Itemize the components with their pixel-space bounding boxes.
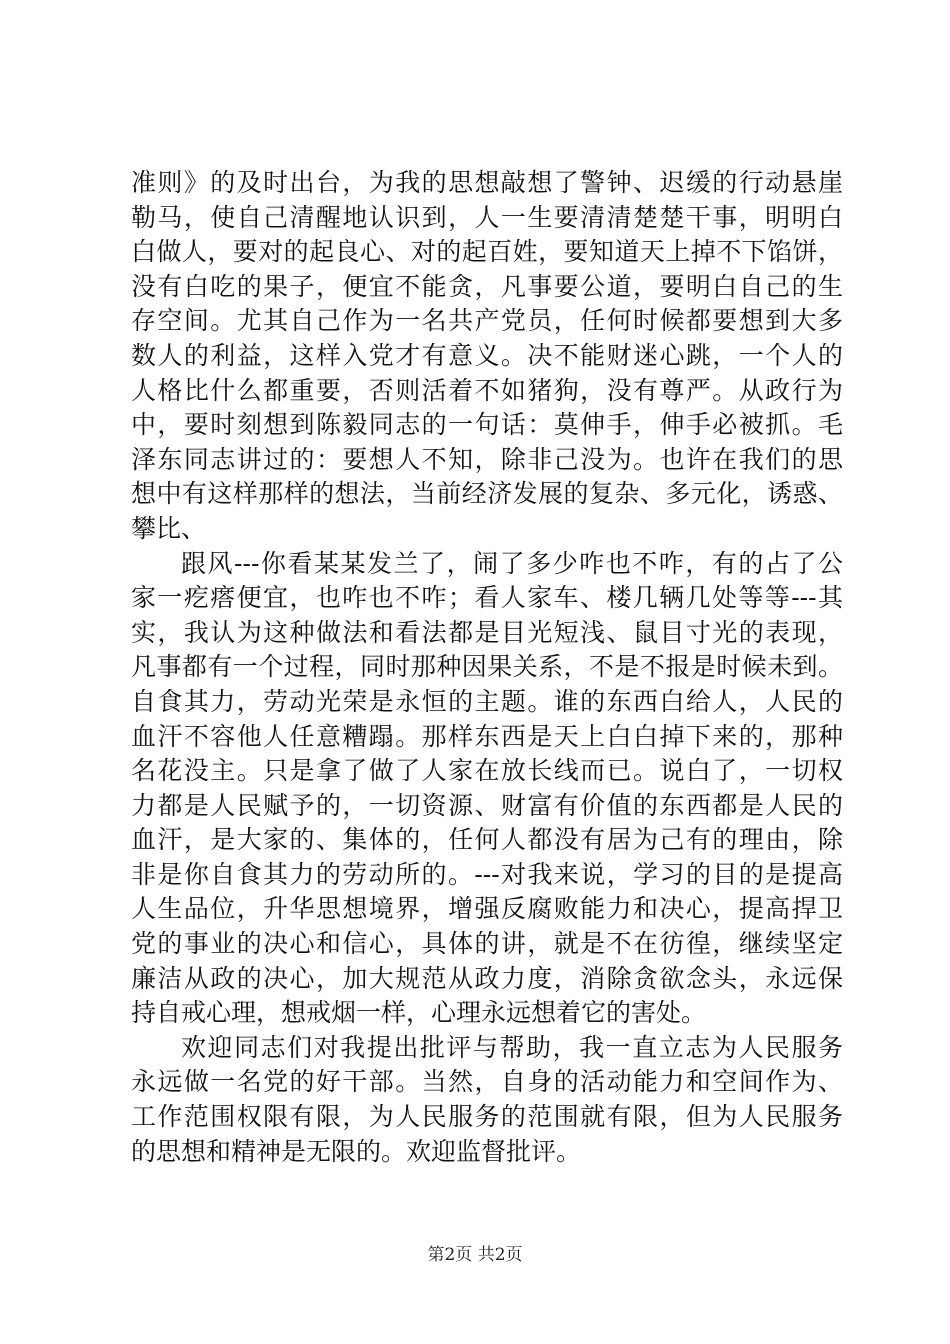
text-line: 实，我认为这种做法和看法都是目光短浅、鼠目寸光的表现， (131, 617, 843, 647)
text-line: 中，要时刻想到陈毅同志的一句话：莫伸手，伸手必被抓。毛 (131, 410, 843, 440)
text-line: 血汗，是大家的、集体的，任何人都没有居为己有的理由，除 (131, 825, 843, 855)
text-line: 没有白吃的果子，便宜不能贪，凡事要公道，要明白自己的生 (131, 271, 843, 301)
text-line: 存空间。尤其自己作为一名共产党员，任何时候都要想到大多 (131, 306, 843, 336)
paragraph-1 (131, 166, 843, 547)
page-footer: 第2页 共2页 (427, 1245, 523, 1265)
text-line: 泽东同志讲过的：要想人不知，除非己没为。也许在我们的思 (131, 444, 843, 474)
text-line: 攀比、 (131, 513, 207, 543)
text-line: 白做人，要对的起良心、对的起百姓，要知道天上掉不下馅饼， (131, 237, 843, 267)
text-line: 廉洁从政的决心，加大规范从政力度，消除贪欲念头，永远保 (131, 963, 843, 993)
text-line: 欢迎同志们对我提出批评与帮助，我一直立志为人民服务 (181, 1032, 843, 1062)
text-line: 数人的利益，这样入党才有意义。决不能财迷心跳，一个人的 (131, 340, 843, 370)
text-line: 党的事业的决心和信心，具体的讲，就是不在彷徨，继续坚定 (131, 929, 843, 959)
text-line: 力都是人民赋予的，一切资源、财富有价值的东西都是人民的 (131, 790, 843, 820)
text-line: 永远做一名党的好干部。当然，自身的活动能力和空间作为、 (131, 1067, 843, 1097)
text-line: 跟风---你看某某发兰了，闹了多少咋也不咋，有的占了公 (181, 548, 843, 578)
text-line: 血汗不容他人任意糟蹋。那样东西是天上白白掉下来的，那种 (131, 721, 843, 751)
text-line: 准则》的及时出台，为我的思想敲想了警钟、迟缓的行动悬崖 (131, 168, 843, 197)
text-line: 勒马，使自己清醒地认识到，人一生要清清楚楚干事，明明白 (131, 202, 843, 232)
text-line: 的思想和精神是无限的。欢迎监督批评。 (131, 1136, 582, 1166)
text-line: 工作范围权限有限，为人民服务的范围就有限，但为人民服务 (131, 1102, 843, 1132)
text-line: 自食其力，劳动光荣是永恒的主题。谁的东西白给人，人民的 (131, 686, 843, 716)
text-line: 想中有这样那样的想法，当前经济发展的复杂、多元化，诱惑、 (131, 479, 843, 509)
paragraph-2 (131, 547, 843, 1031)
text-line: 人格比什么都重要，否则活着不如猪狗，没有尊严。从政行为 (131, 375, 843, 405)
text-line: 家一疙瘩便宜，也咋也不咋；看人家车、楼几辆几处等等---其 (131, 583, 843, 613)
text-line: 人生品位，升华思想境界，增强反腐败能力和决心，提高捍卫 (131, 894, 843, 924)
text-line: 非是你自食其力的劳动所的。---对我来说，学习的目的是提高 (131, 859, 843, 889)
text-line: 持自戒心理，想戒烟一样，心理永远想着它的害处。 (131, 998, 707, 1028)
text-line: 名花没主。只是拿了做了人家在放长线而已。说白了，一切权 (131, 756, 843, 786)
text-line: 凡事都有一个过程，同时那种因果关系，不是不报是时候未到。 (131, 652, 843, 682)
document-body (131, 166, 843, 1169)
paragraph-3 (131, 1031, 843, 1169)
